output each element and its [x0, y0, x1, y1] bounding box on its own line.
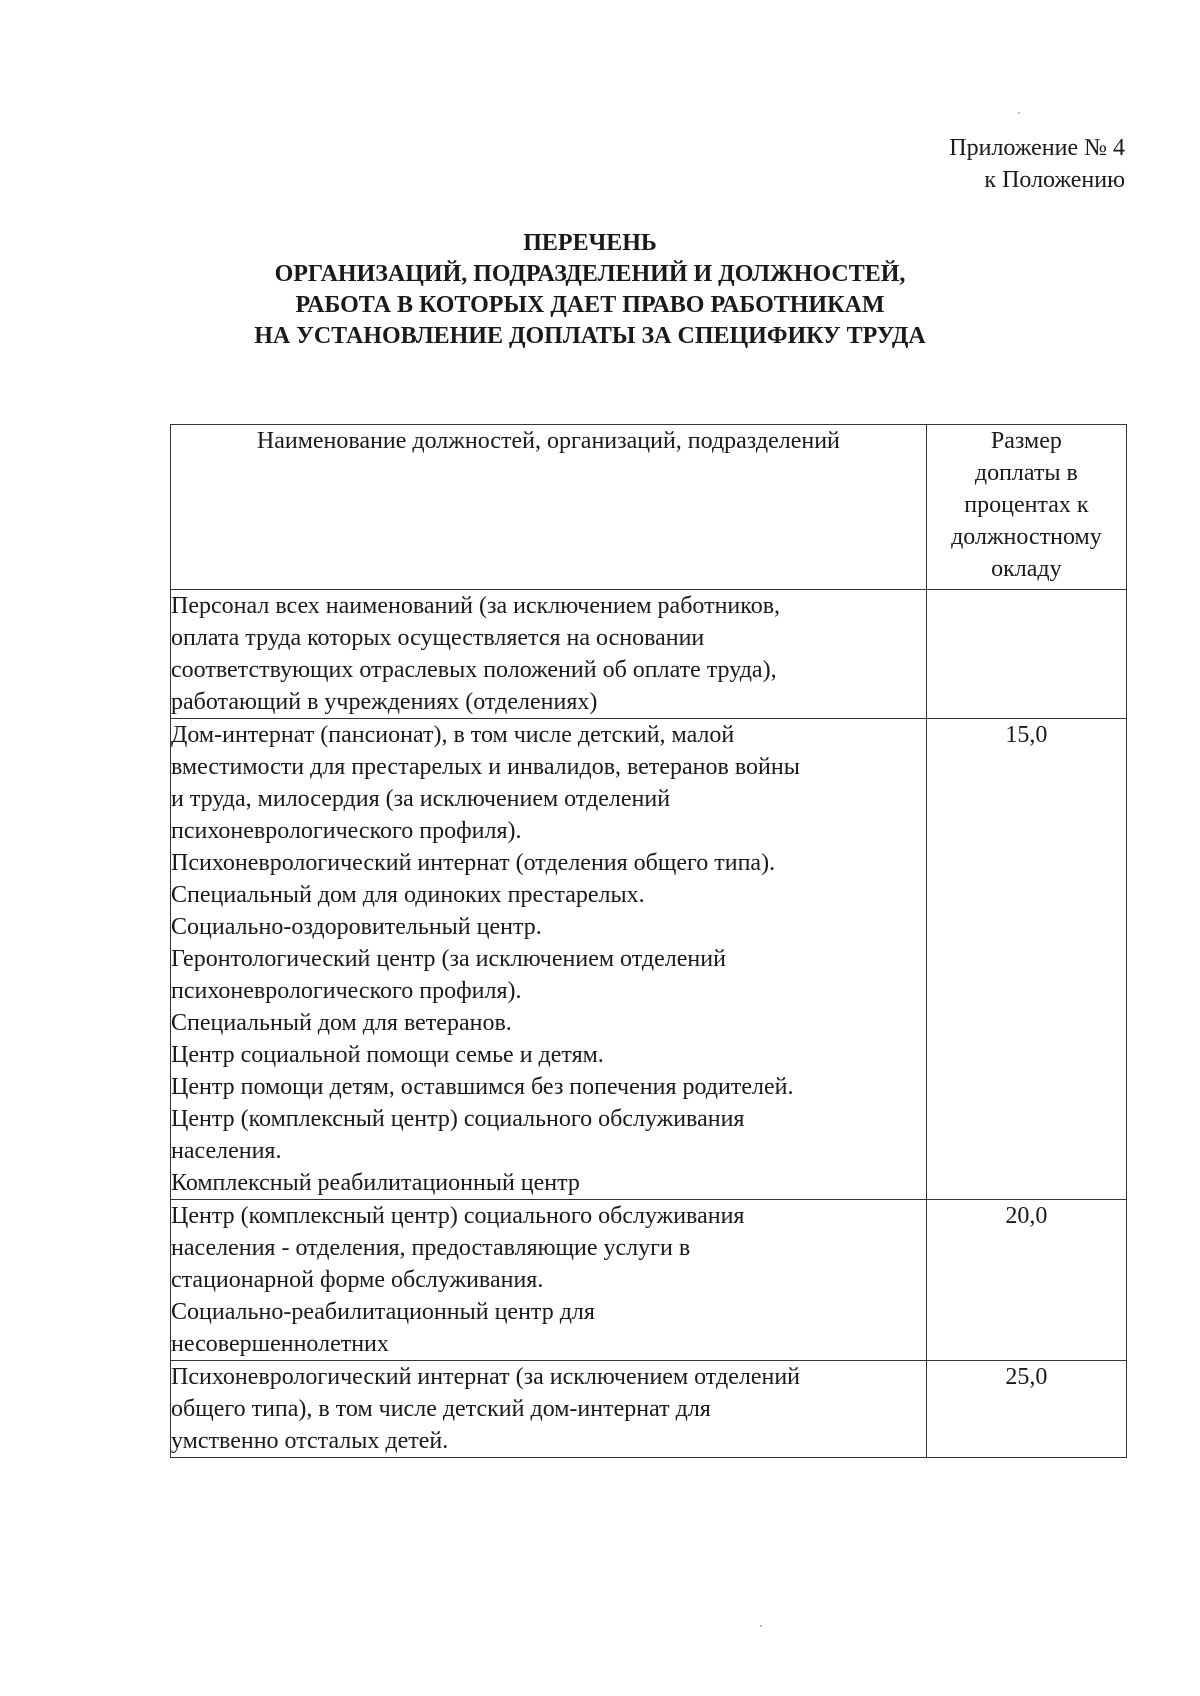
- row-text-line: психоневрологического профиля).: [171, 978, 522, 1004]
- row-text-line: Социально-реабилитационный центр для: [171, 1299, 595, 1325]
- scan-speck: [1018, 112, 1020, 114]
- header-percent-line: процентах к: [964, 492, 1089, 518]
- title-line: ОРГАНИЗАЦИЙ, ПОДРАЗДЕЛЕНИЙ И ДОЛЖНОСТЕЙ,: [274, 261, 906, 287]
- row-percent-value: 20,0: [1005, 1203, 1048, 1229]
- row-percent-value: 15,0: [1005, 722, 1048, 748]
- row-text-line: умственно отсталых детей.: [171, 1428, 449, 1454]
- row-text-line: Социально-оздоровительный центр.: [171, 914, 542, 940]
- title-line: РАБОТА В КОТОРЫХ ДАЕТ ПРАВО РАБОТНИКАМ: [295, 292, 885, 318]
- row-percent-cell: [926, 719, 1126, 1200]
- row-text-line: Специальный дом для одиноких престарелых.: [171, 882, 645, 908]
- appendix-reference: [949, 132, 1125, 196]
- row-percent-cell: [926, 1361, 1126, 1458]
- row-text-line: Центр социальной помощи семье и детям.: [171, 1042, 604, 1068]
- row-text-line: Персонал всех наименований (за исключением работников,: [171, 593, 781, 619]
- table-row: [171, 590, 1127, 719]
- row-percent-value: 25,0: [1005, 1364, 1048, 1390]
- row-text-line: Психоневрологический интернат (за исключением отделений: [171, 1364, 801, 1390]
- row-text-line: Дом-интернат (пансионат), в том числе детский, малой: [171, 722, 735, 748]
- row-name-cell: [171, 719, 927, 1200]
- header-name-label: Наименование должностей, организаций, подразделений: [256, 428, 840, 454]
- row-text-line: населения - отделения, предоставляющие услуги в: [171, 1235, 691, 1261]
- row-text-line: Комплексный реабилитационный центр: [171, 1170, 580, 1196]
- scan-speck: [760, 1625, 762, 1627]
- row-percent-cell: [926, 590, 1126, 719]
- row-text-line: несовершеннолетних: [171, 1331, 389, 1357]
- allowance-table: [170, 424, 1127, 1458]
- row-text-line: Центр (комплексный центр) социального обслуживания: [171, 1106, 745, 1132]
- row-text-line: Центр (комплексный центр) социального обслуживания: [171, 1203, 745, 1229]
- row-text-line: стационарной форме обслуживания.: [171, 1267, 544, 1293]
- header-percent-line: должностному: [951, 524, 1102, 550]
- appendix-number: Приложение № 4: [949, 135, 1125, 161]
- row-text-line: Геронтологический центр (за исключением отделений: [171, 946, 726, 972]
- header-percent-line: Размер: [990, 428, 1062, 454]
- document-title: [150, 228, 1030, 352]
- appendix-regulation: к Положению: [984, 167, 1125, 193]
- table-header-row: [171, 425, 1127, 590]
- table-row: [171, 719, 1127, 1200]
- row-text-line: Психоневрологический интернат (отделения общего типа).: [171, 850, 776, 876]
- row-text-line: общего типа), в том числе детский дом-интернат для: [171, 1396, 711, 1422]
- title-line: НА УСТАНОВЛЕНИЕ ДОПЛАТЫ ЗА СПЕЦИФИКУ ТРУДА: [254, 323, 926, 349]
- row-percent-cell: [926, 1200, 1126, 1361]
- table-row: [171, 1200, 1127, 1361]
- row-text-line: Центр помощи детям, оставшимся без попечения родителей.: [171, 1074, 794, 1100]
- row-text-line: населения.: [171, 1138, 282, 1164]
- row-text-line: соответствующих отраслевых положений об оплате труда),: [171, 657, 777, 683]
- title-line: ПЕРЕЧЕНЬ: [523, 230, 657, 256]
- header-percent-line: окладу: [991, 556, 1062, 582]
- header-name-cell: [171, 425, 927, 590]
- row-text-line: Специальный дом для ветеранов.: [171, 1010, 512, 1036]
- row-text-line: психоневрологического профиля).: [171, 818, 522, 844]
- header-percent-cell: [926, 425, 1126, 590]
- row-name-cell: [171, 1361, 927, 1458]
- row-name-cell: [171, 590, 927, 719]
- row-name-cell: [171, 1200, 927, 1361]
- row-text-line: оплата труда которых осуществляется на основании: [171, 625, 705, 651]
- row-text-line: работающий в учреждениях (отделениях): [171, 689, 598, 715]
- row-text-line: вместимости для престарелых и инвалидов, ветеранов войны: [171, 754, 800, 780]
- header-percent-line: доплаты в: [974, 460, 1078, 486]
- row-text-line: и труда, милосердия (за исключением отделений: [171, 786, 671, 812]
- table-row: [171, 1361, 1127, 1458]
